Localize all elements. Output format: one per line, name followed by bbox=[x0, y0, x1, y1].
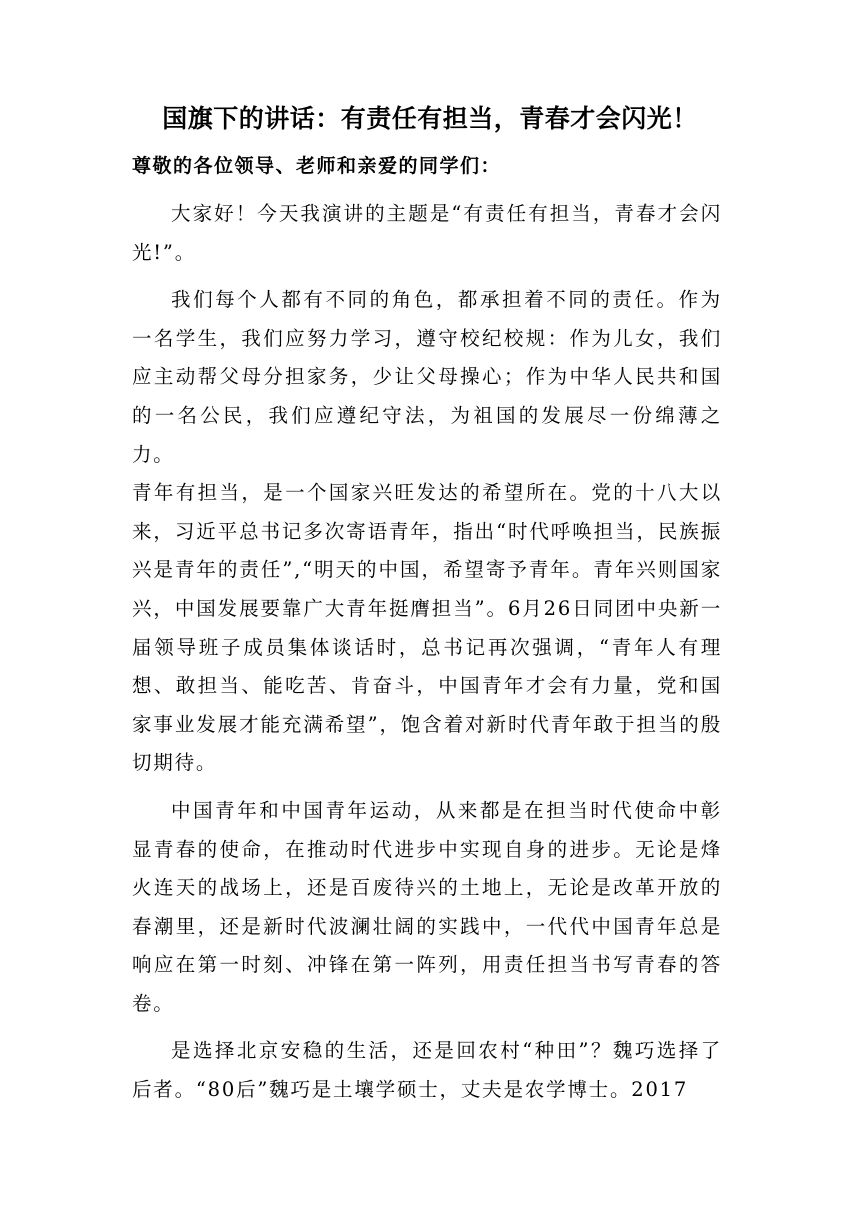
page-title: 国旗下的讲话：有责任有担当，青春才会闪光！ bbox=[162, 104, 698, 133]
paragraph-youth-movement: 中国青年和中国青年运动，从来都是在担当时代使命中彰显青春的使命，在推动时代进步中实现自身的进步。无论是烽火连天的战场上，还是百废待兴的土地上，无论是改革开放的春潮里，还是新时代波澜壮阔的实践中，一代代中国青年总是响应在第一时刻、冲锋在第一阵列，用责任担当书写青春的答卷。 bbox=[132, 798, 722, 1015]
paragraph-roles: 我们每个人都有不同的角色，都承担着不同的责任。作为一名学生，我们应努力学习，遵守校纪校规：作为儿女，我们应主动帮父母分担家务，少让父母操心；作为中华人民共和国的一名公民，我们应遵纪守法，为祖国的发展尽一份绵薄之力。 bbox=[132, 288, 722, 466]
salutation: 尊敬的各位领导、老师和亲爱的同学们： bbox=[132, 155, 502, 177]
paragraph-greeting: 大家好！今天我演讲的主题是“有责任有担当，青春才会闪光!”。 bbox=[132, 202, 722, 264]
document-body bbox=[132, 195, 722, 1110]
paragraph-wei-qiao: 是选择北京安稳的生活，还是回农村“种田”？魏巧选择了后者。“80后”魏巧是土壤学硕士，丈夫是农学博士。2017 bbox=[132, 1039, 722, 1102]
paragraph-youth-responsibility: 青年有担当，是一个国家兴旺发达的希望所在。党的十八大以来，习近平总书记多次寄语青年，指出“时代呼唤担当，民族振兴是青年的责任”,“明天的中国，希望寄予青年。青年兴则国家兴，中国发展要靠广大青年挺膺担当”。6月26日同团中央新一届领导班子成员集体谈话时，总书记再次强调，“青年人有理想、敢担当、能吃苦、肯奋斗，中国青年才会有力量，党和国家事业发展才能充满希望”，饱含着对新时代青年敢于担当的殷切期待。 bbox=[132, 481, 722, 775]
